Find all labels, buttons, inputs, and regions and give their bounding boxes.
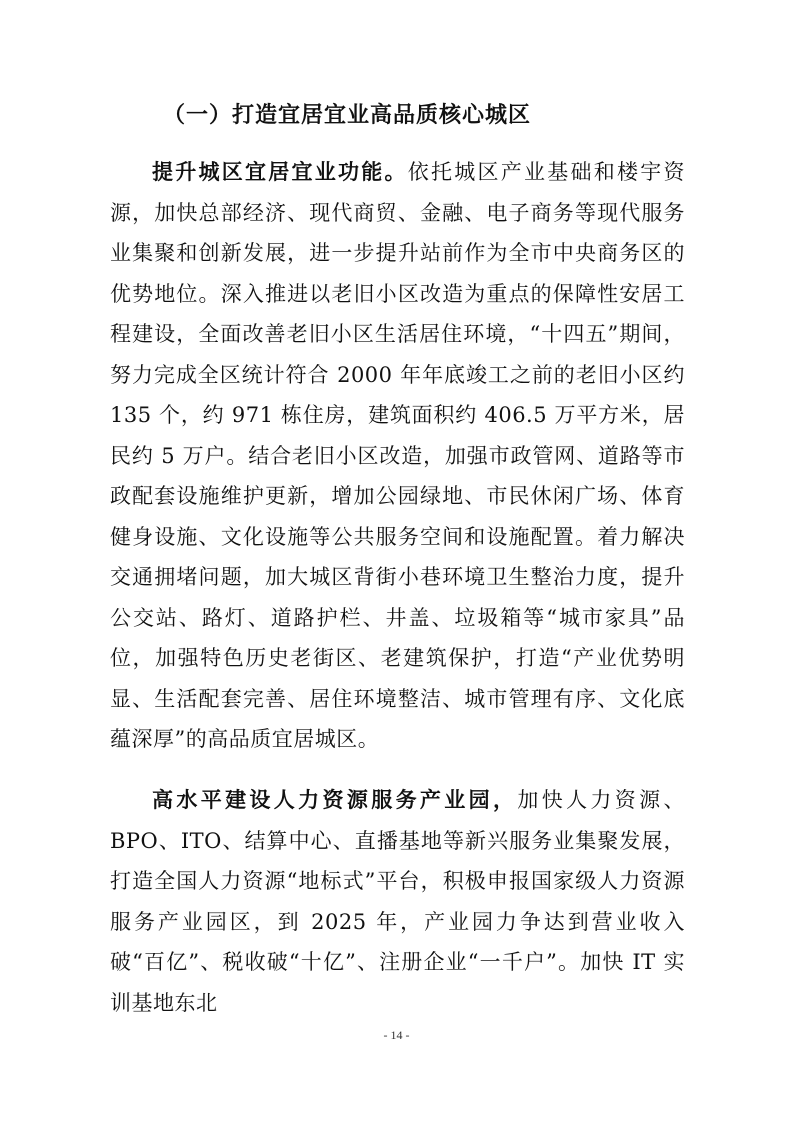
paragraph-lead: 提升城区宜居宜业功能。 [152,159,408,184]
paragraph-body: 依托城区产业基础和楼宇资源，加快总部经济、现代商贸、金融、电子商务等现代服务业集聚和创新发展，进一步提升站前作为全市中央商务区的优势地位。深入推进以老旧小区改造为重点的保障性安居工程建设，全面改善老旧小区生活居住环境，“十四五”期间，努力完成全区统计符合 2000 年年底竣工之前的老旧小区约 135 个，约 971 栋住房，建筑面积约 406.5 万平方米，居民约 5 万户。结合老旧小区改造，加强市政管网、道路等市政配套设施维护更新，增加公园绿地、市民休闲广场、体育健身设施、文化设施等公共服务空间和设施配置。着力解决交通拥堵问题，加大城区背街小巷环境卫生整治力度，提升公交站、路灯、道路护栏、井盖、垃圾箱等“城市家具”品位，加强特色历史老街区、老建筑保护，打造“产业优势明显、生活配套完善、居住环境整洁、城市管理有序、文化底蕴深厚”的高品质宜居城区。 [110,160,685,751]
paragraph-hr-industrial-park [110,780,685,1023]
paragraph-lead: 高水平建设人力资源服务产业园， [152,787,518,812]
section-heading: （一）打造宜居宜业高品质核心城区 [163,102,532,128]
paragraph-body: 加快人力资源、BPO、ITO、结算中心、直播基地等新兴服务业集聚发展，打造全国人力资源“地标式”平台，积极申报国家级人力资源服务产业园区，到 2025 年，产业园力争达到营业收入破“百亿”、税收破“十亿”、注册企业“一千户”。加快 IT 实训基地东北 [110,788,686,1015]
page-number: - 14 - [383,1028,410,1042]
paragraph-urban-livability [110,152,685,760]
